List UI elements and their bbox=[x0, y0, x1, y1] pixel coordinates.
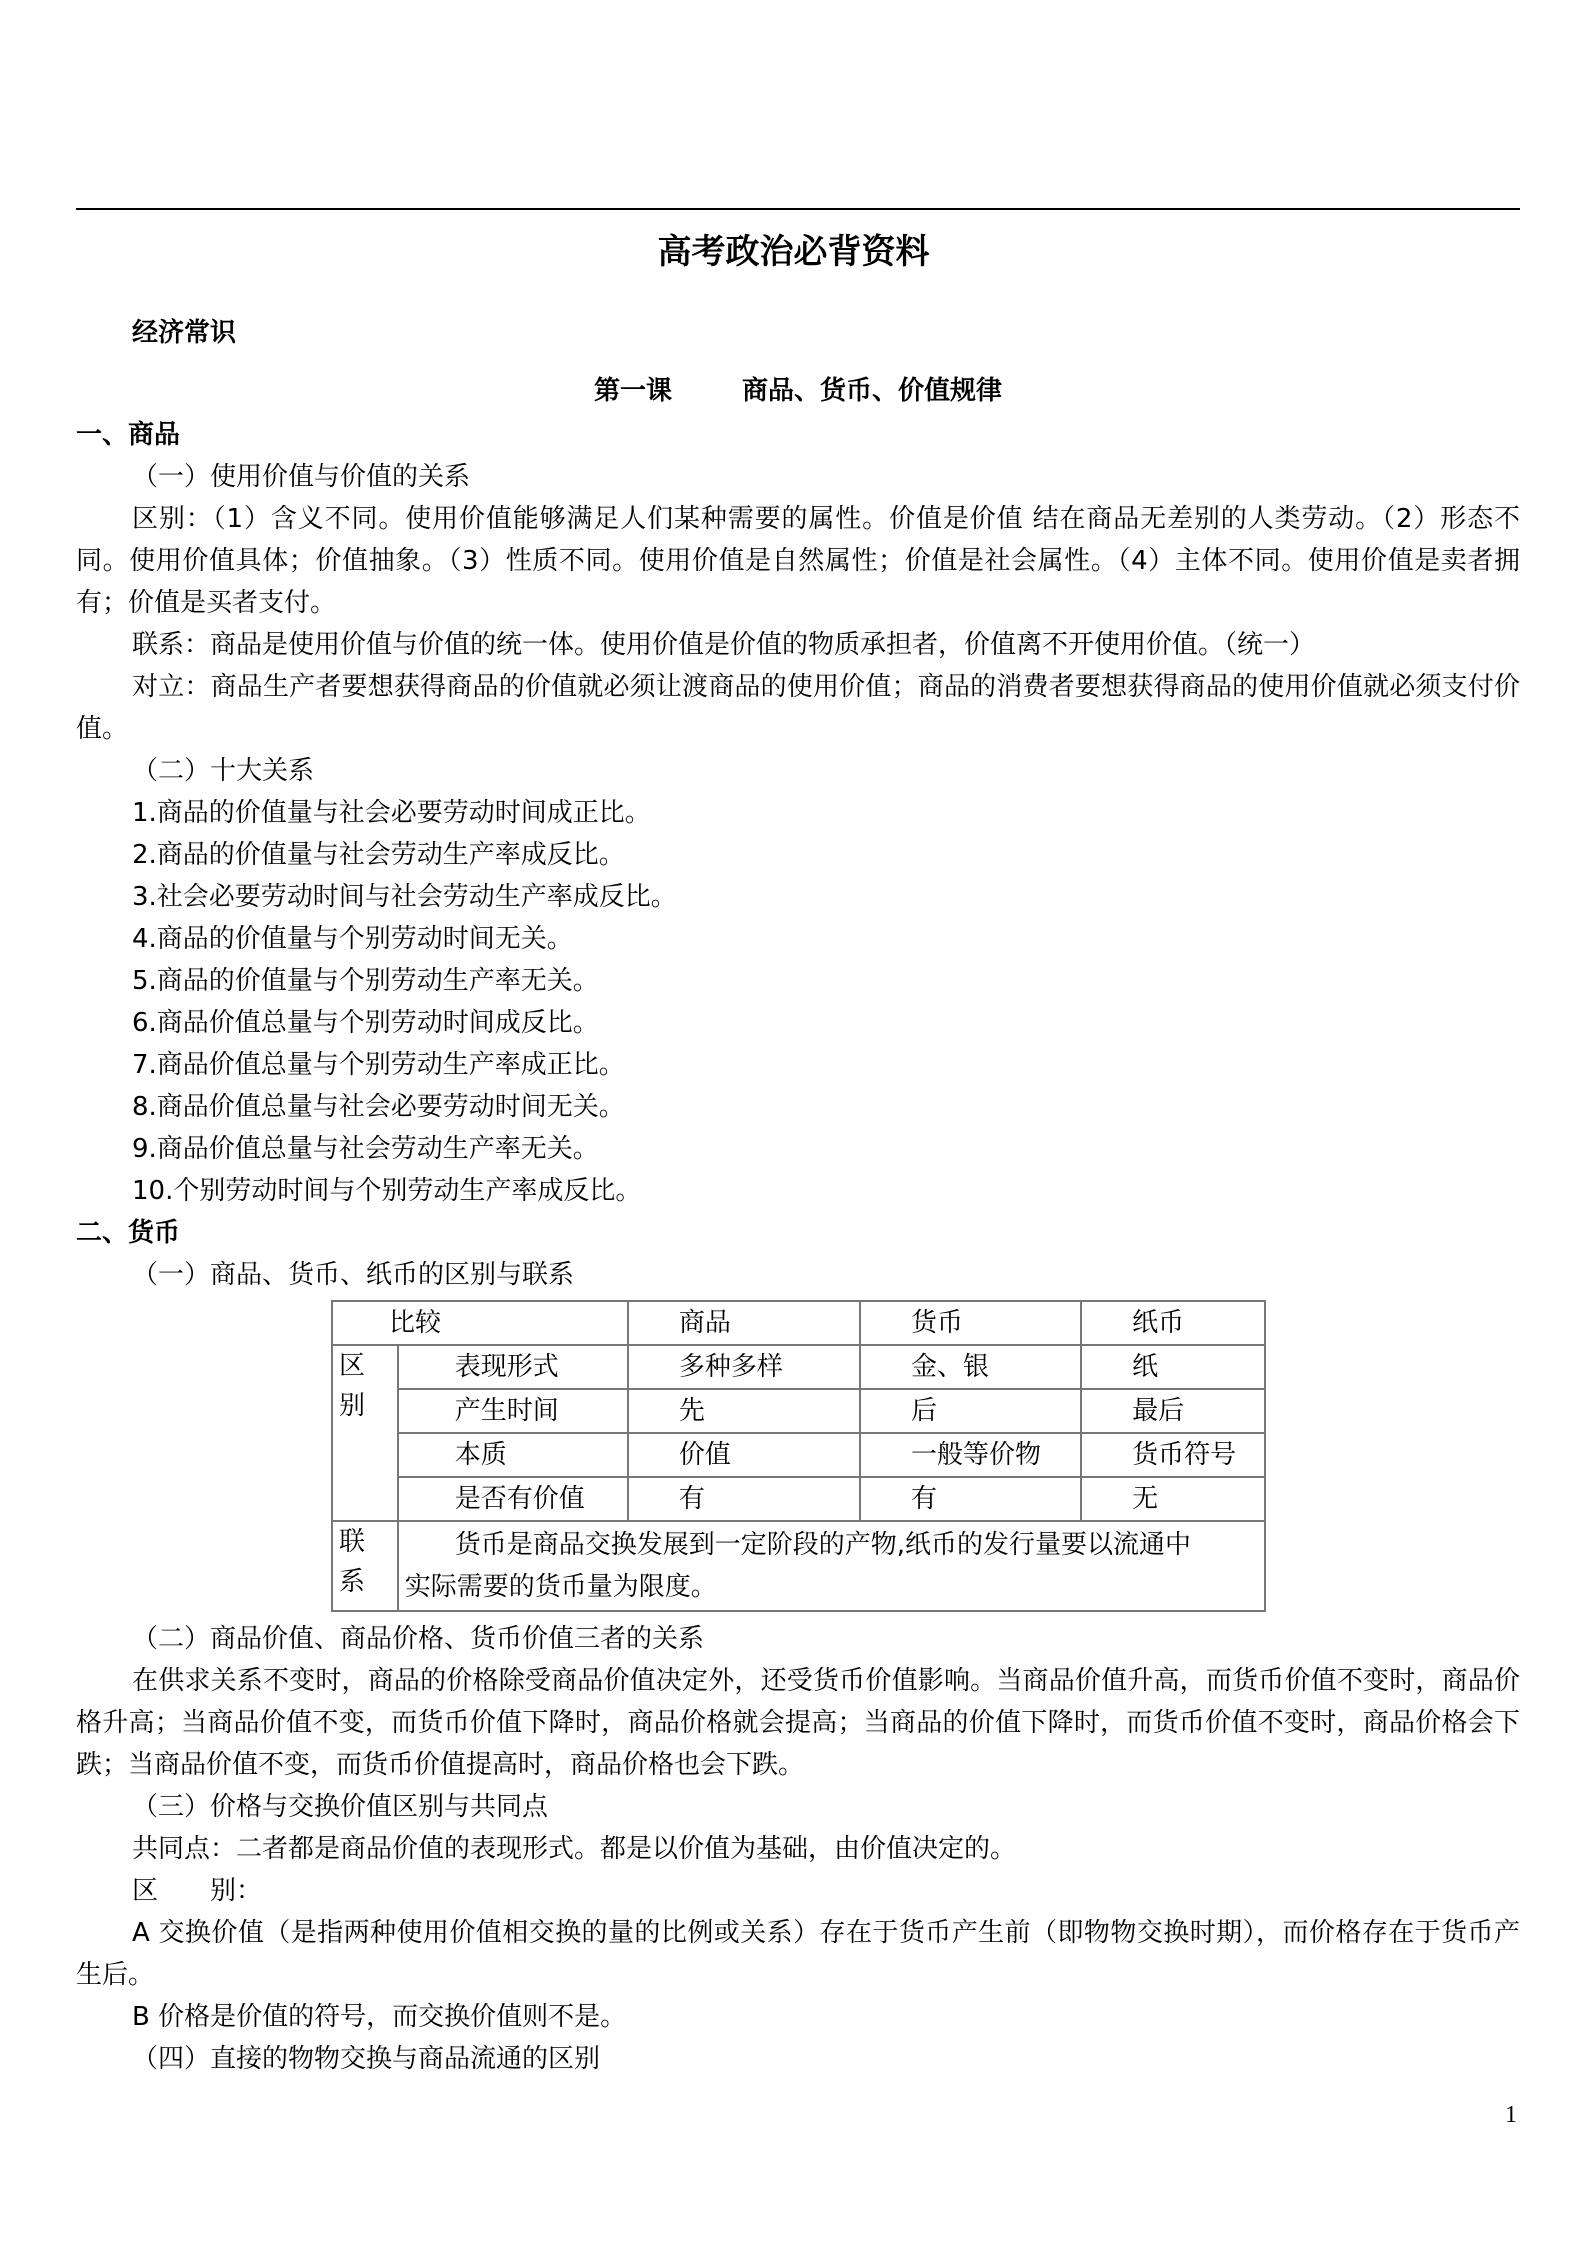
table-cell: 后 bbox=[860, 1389, 1081, 1433]
part2-sub1-heading: （一）商品、货币、纸币的区别与联系 bbox=[132, 1260, 575, 1290]
part2-sub3-heading: （三）价格与交换价值区别与共同点 bbox=[132, 1792, 549, 1822]
list-item: 10.个别劳动时间与个别劳动生产率成反比。 bbox=[132, 1176, 642, 1206]
list-item: 3.社会必要劳动时间与社会劳动生产率成反比。 bbox=[132, 882, 677, 912]
table-cell: 一般等价物 bbox=[860, 1433, 1081, 1477]
table-cell: 纸 bbox=[1081, 1345, 1265, 1389]
link-label-cell: 联系 bbox=[332, 1521, 398, 1611]
link-text-cell bbox=[398, 1521, 1265, 1611]
list-item: 8.商品价值总量与社会必要劳动时间无关。 bbox=[132, 1092, 625, 1122]
table-header-cell: 比较 bbox=[332, 1301, 628, 1345]
part2-sub2-paragraph: 在供求关系不变时，商品的价格除受商品价值决定外，还受货币价值影响。当商品价值升高，而货币价值不变时，商品价格升高；当商品价值不变，而货币价值下降时，商品价格就会提高；当商品的价值下降时，而货币价值不变时，商品价格会下跌；当商品价值不变，而货币价值提高时，商品价格也会下跌。 bbox=[76, 1666, 1520, 1780]
part1-heading: 一、商品 bbox=[76, 420, 181, 450]
table-header-cell: 商品 bbox=[628, 1301, 860, 1345]
diff-item-b: B 价格是价值的符号，而交换价值则不是。 bbox=[132, 2002, 627, 2032]
link-text-line: 实际需要的货币量为限度。 bbox=[404, 1572, 717, 1602]
list-item: 2.商品的价值量与社会劳动生产率成反比。 bbox=[132, 840, 625, 870]
part2-heading: 二、货币 bbox=[76, 1218, 181, 1248]
list-item: 5.商品的价值量与个别劳动生产率无关。 bbox=[132, 966, 599, 996]
table-cell: 有 bbox=[860, 1477, 1081, 1521]
document-body bbox=[76, 312, 1520, 2080]
table-cell: 是否有价值 bbox=[398, 1477, 628, 1521]
table-header-cell: 货币 bbox=[860, 1301, 1081, 1345]
list-item: 9.商品价值总量与社会劳动生产率无关。 bbox=[132, 1134, 599, 1164]
section-heading: 经济常识 bbox=[132, 318, 237, 348]
table-header-row bbox=[332, 1301, 1265, 1345]
list-item: 4.商品的价值量与个别劳动时间无关。 bbox=[132, 924, 573, 954]
part1-sub2-heading: （二）十大关系 bbox=[132, 756, 315, 786]
part1-diff-paragraph: 区别：（1）含义不同。使用价值能够满足人们某种需要的属性。价值是价值 结在商品无差别的人类劳动。（2）形态不同。使用价值具体；价值抽象。（3）性质不同。使用价值是自然属性；价值是社会属性。（4）主体不同。使用价值是卖者拥有；价值是买者支付。 bbox=[76, 504, 1520, 618]
table-cell: 无 bbox=[1081, 1477, 1265, 1521]
diff-item-a: A 交换价值（是指两种使用价值相交换的量的比例或关系）存在于货币产生前（即物物交换时期），而价格存在于货币产生后。 bbox=[76, 1918, 1520, 1990]
table-row bbox=[332, 1521, 1265, 1611]
lesson-name: 商品、货币、价值规律 bbox=[742, 376, 1003, 406]
part1-sub1-heading: （一）使用价值与价值的关系 bbox=[132, 462, 471, 492]
part2-sub4-heading: （四）直接的物物交换与商品流通的区别 bbox=[132, 2044, 601, 2074]
lesson-heading bbox=[76, 370, 1520, 412]
part2-sub2-heading: （二）商品价值、商品价格、货币价值三者的关系 bbox=[132, 1624, 705, 1654]
table-cell: 货币符号 bbox=[1081, 1433, 1265, 1477]
page-number: 1 bbox=[1505, 2102, 1517, 2128]
diff-label: 区 别： bbox=[132, 1876, 263, 1906]
table-cell: 本质 bbox=[398, 1433, 628, 1477]
table-cell: 金、银 bbox=[860, 1345, 1081, 1389]
document-title: 高考政治必背资料 bbox=[657, 232, 930, 272]
diff-label-cell: 区别 bbox=[332, 1345, 398, 1521]
part1-oppose-paragraph: 对立：商品生产者要想获得商品的价值就必须让渡商品的使用价值；商品的消费者要想获得商品的使用价值就必须支付价值。 bbox=[76, 672, 1520, 744]
lesson-label: 第一课 bbox=[593, 376, 672, 406]
table-cell: 先 bbox=[628, 1389, 860, 1433]
table-header-cell: 纸币 bbox=[1081, 1301, 1265, 1345]
comparison-table bbox=[331, 1300, 1266, 1612]
header-rule bbox=[76, 208, 1520, 210]
table-cell: 价值 bbox=[628, 1433, 860, 1477]
list-item: 1.商品的价值量与社会必要劳动时间成正比。 bbox=[132, 798, 651, 828]
list-item: 6.商品价值总量与个别劳动时间成反比。 bbox=[132, 1008, 599, 1038]
table-row bbox=[332, 1477, 1265, 1521]
table-row bbox=[332, 1433, 1265, 1477]
link-text-line: 货币是商品交换发展到一定阶段的产物,纸币的发行量要以流通中 bbox=[454, 1530, 1192, 1560]
relations-list bbox=[76, 792, 1520, 1212]
table-cell: 有 bbox=[628, 1477, 860, 1521]
list-item: 7.商品价值总量与个别劳动生产率成正比。 bbox=[132, 1050, 625, 1080]
table-row bbox=[332, 1389, 1265, 1433]
part1-link-paragraph: 联系：商品是使用价值与价值的统一体。使用价值是价值的物质承担者，价值离不开使用价值。（统一） bbox=[132, 630, 1316, 660]
common-paragraph: 共同点：二者都是商品价值的表现形式。都是以价值为基础，由价值决定的。 bbox=[132, 1834, 1017, 1864]
table-cell: 最后 bbox=[1081, 1389, 1265, 1433]
table-cell: 多种多样 bbox=[628, 1345, 860, 1389]
table-cell: 表现形式 bbox=[398, 1345, 628, 1389]
table-row bbox=[332, 1345, 1265, 1389]
table-cell: 产生时间 bbox=[398, 1389, 628, 1433]
